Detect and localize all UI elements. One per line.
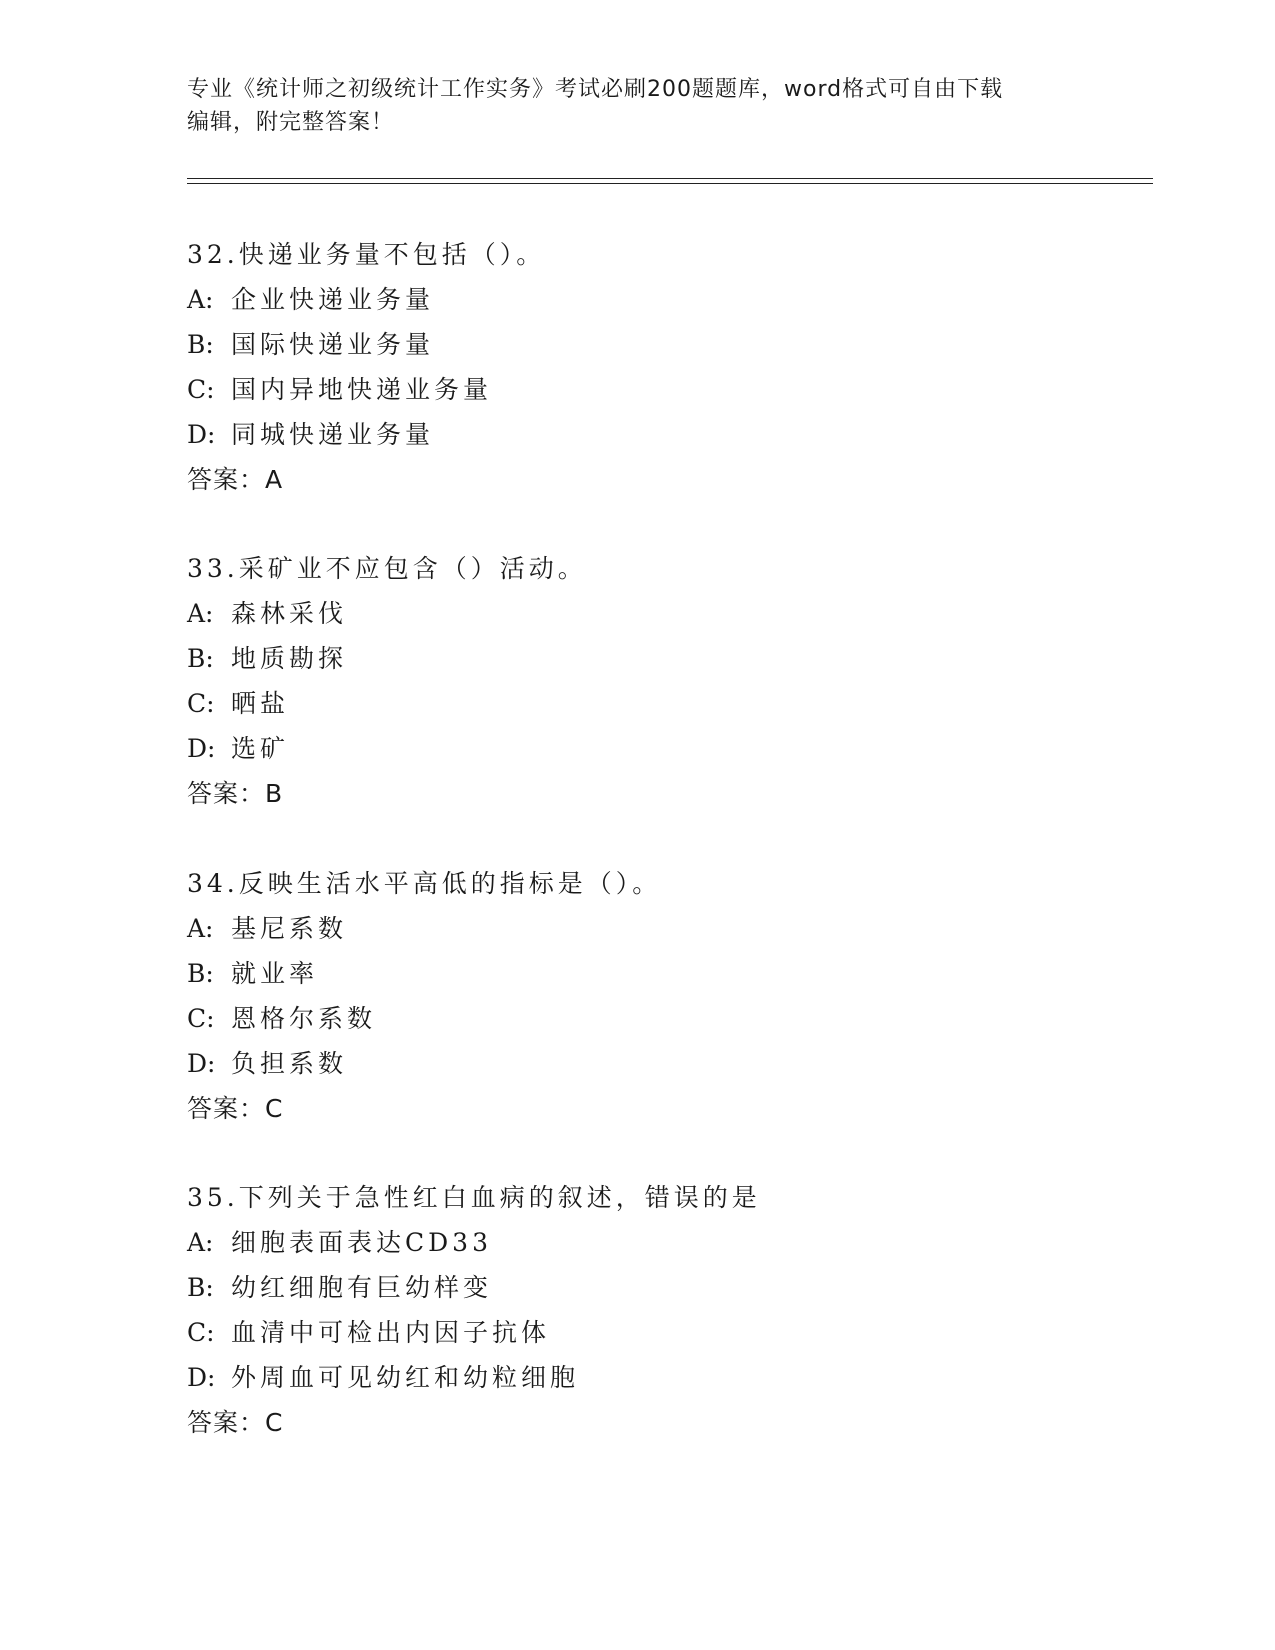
option-text: 负担系数 bbox=[231, 1049, 348, 1078]
option-letter: B: bbox=[187, 1273, 214, 1302]
header-line-2: 编辑，附完整答案！ bbox=[187, 110, 395, 135]
option-text: 细胞表面表达CD33 bbox=[231, 1228, 492, 1257]
answer-text: 答案：A bbox=[187, 465, 284, 494]
option-d bbox=[187, 1355, 1153, 1400]
option-letter: C: bbox=[187, 1318, 215, 1347]
option-text: 同城快递业务量 bbox=[231, 420, 435, 449]
option-letter: D: bbox=[187, 420, 216, 449]
option-text: 企业快递业务量 bbox=[231, 285, 435, 314]
answer-text: 答案：B bbox=[187, 779, 284, 808]
header-line-1: 专业《统计师之初级统计工作实务》考试必刷200题题库，word格式可自由下载 bbox=[187, 77, 1004, 102]
option-letter: C: bbox=[187, 375, 215, 404]
option-text: 地质勘探 bbox=[231, 644, 348, 673]
option-a bbox=[187, 591, 1153, 636]
option-b bbox=[187, 322, 1153, 367]
option-letter: A: bbox=[187, 599, 214, 628]
answer-text: 答案：C bbox=[187, 1408, 284, 1437]
option-b bbox=[187, 636, 1153, 681]
option-text: 基尼系数 bbox=[231, 914, 348, 943]
question-stem: 32.快递业务量不包括（）。 bbox=[187, 240, 546, 269]
question-stem: 33.采矿业不应包含（）活动。 bbox=[187, 554, 587, 583]
option-letter: B: bbox=[187, 644, 214, 673]
option-letter: B: bbox=[187, 330, 214, 359]
question-33 bbox=[187, 546, 1153, 816]
option-b bbox=[187, 1265, 1153, 1310]
option-c bbox=[187, 681, 1153, 726]
option-letter: A: bbox=[187, 914, 214, 943]
question-34 bbox=[187, 861, 1153, 1131]
answer-text: 答案：C bbox=[187, 1094, 284, 1123]
option-a bbox=[187, 906, 1153, 951]
option-letter: D: bbox=[187, 1049, 216, 1078]
question-32 bbox=[187, 232, 1153, 502]
option-text: 国际快递业务量 bbox=[231, 330, 435, 359]
option-a bbox=[187, 277, 1153, 322]
option-letter: D: bbox=[187, 1363, 216, 1392]
option-text: 幼红细胞有巨幼样变 bbox=[231, 1273, 493, 1302]
document-header bbox=[187, 73, 1087, 139]
option-c bbox=[187, 367, 1153, 412]
question-stem: 34.反映生活水平高低的指标是（）。 bbox=[187, 869, 662, 898]
option-text: 晒盐 bbox=[231, 689, 290, 718]
option-text: 森林采伐 bbox=[231, 599, 348, 628]
option-text: 外周血可见幼红和幼粒细胞 bbox=[231, 1363, 580, 1392]
option-text: 选矿 bbox=[231, 734, 290, 763]
option-letter: A: bbox=[187, 285, 214, 314]
option-c bbox=[187, 996, 1153, 1041]
option-letter: D: bbox=[187, 734, 216, 763]
option-text: 就业率 bbox=[231, 959, 319, 988]
option-text: 血清中可检出内因子抗体 bbox=[231, 1318, 551, 1347]
option-letter: C: bbox=[187, 1004, 215, 1033]
question-stem: 35.下列关于急性红白血病的叙述，错误的是 bbox=[187, 1183, 761, 1212]
option-letter: C: bbox=[187, 689, 215, 718]
header-divider-top bbox=[187, 178, 1153, 179]
option-d bbox=[187, 1041, 1153, 1086]
option-text: 国内异地快递业务量 bbox=[231, 375, 493, 404]
option-d bbox=[187, 412, 1153, 457]
option-c bbox=[187, 1310, 1153, 1355]
option-a bbox=[187, 1220, 1153, 1265]
option-letter: B: bbox=[187, 959, 214, 988]
option-d bbox=[187, 726, 1153, 771]
option-letter: A: bbox=[187, 1228, 214, 1257]
option-b bbox=[187, 951, 1153, 996]
header-divider-bottom bbox=[187, 183, 1153, 184]
question-35 bbox=[187, 1175, 1153, 1445]
option-text: 恩格尔系数 bbox=[231, 1004, 377, 1033]
